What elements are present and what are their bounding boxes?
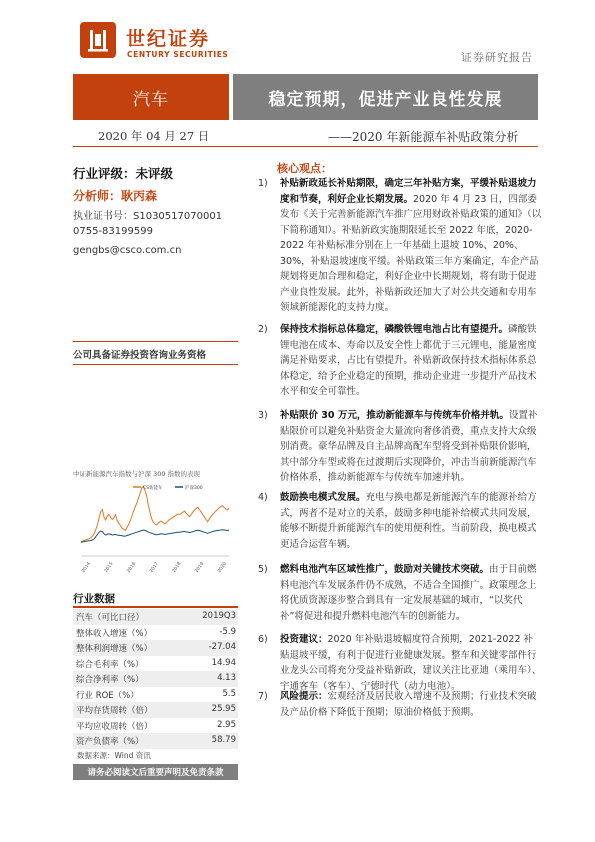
legend-label: 沪深300 — [185, 486, 203, 491]
data-row-label: 整体利润增速（%） — [76, 644, 153, 654]
brand-name-en: CENTURY SECURITIES — [127, 50, 229, 59]
data-row-value: -5.9 — [219, 626, 236, 637]
data-row-label: 综合毛利率（%） — [76, 659, 144, 670]
data-row-value: 14.94 — [211, 657, 236, 668]
divider — [73, 606, 238, 608]
key-point-number: 4) — [258, 492, 268, 503]
data-row — [73, 656, 238, 672]
report-title: 稳定预期，促进产业良性发展 — [233, 74, 538, 120]
report-type: 证券研究报告 — [461, 51, 533, 64]
x-tick-label: 2014 — [81, 561, 92, 574]
key-point-text: 设置补贴限价可以避免补贴资金大量流向奢侈消费，重点支持大众级别消费。豪华品牌及自主品牌高配车型将受到补贴限价影响，其中部分车型或将在过渡期后实现降价，冲击当前新能源汽车价格体系，推动新能源车与传统车加速并轨。 — [280, 410, 538, 483]
key-point-headline: 燃料电池汽车区域性推广，鼓励对关键技术突破。 — [280, 564, 490, 575]
data-row — [73, 640, 238, 656]
x-tick-label: 2019 — [194, 561, 206, 574]
core-views-title: 核心观点： — [277, 162, 332, 175]
divider — [73, 146, 538, 147]
company-logo — [80, 22, 116, 58]
data-row — [73, 718, 238, 734]
industry-rating: 行业评级：未评级 — [73, 166, 174, 181]
key-point-number: 6) — [258, 634, 268, 645]
key-point-body — [280, 632, 542, 694]
key-point-text: 充电与换电都是新能源汽车的能源补给方式，两者不是对立的关系，鼓励多种电能补给模式共同发展，能够不断提升新能源汽车的使用便利性。当前阶段，换电模式更适合运营车辆。 — [280, 492, 537, 550]
key-point-headline: 补贴新政延长补贴期限，确定三年补贴方案，平缓补贴退坡力度和节奏，利好企业长期发展。 — [280, 178, 537, 205]
data-row-value: 25.95 — [211, 704, 236, 714]
key-point-headline: 风险提示： — [280, 691, 328, 702]
data-row-label: 综合净利率（%） — [76, 675, 144, 685]
report-subtitle: ——2020 年新能源车补贴政策分析 — [328, 130, 519, 144]
data-row-label: 整体收入增速（%） — [76, 628, 153, 639]
analyst-name: 分析师：耿丙森 — [73, 189, 158, 203]
data-row — [73, 733, 238, 749]
series-line-1 — [81, 530, 229, 543]
data-row-value: 58.79 — [211, 735, 236, 745]
x-tick-label: 2017 — [149, 561, 160, 574]
key-point-body — [280, 408, 542, 486]
data-row — [73, 687, 238, 703]
data-row — [73, 702, 238, 718]
cert-number: 执业证书号：S1030517070001 — [73, 211, 223, 222]
key-point-number: 2) — [258, 324, 268, 335]
qualification-note: 公司具备证券投资咨询业务资格 — [73, 350, 207, 361]
data-row — [73, 609, 238, 625]
data-row-label: 行业 ROE（%） — [76, 690, 139, 701]
data-row — [73, 625, 238, 641]
key-point-number: 1) — [258, 178, 268, 189]
divider — [73, 341, 238, 342]
index-performance-chart — [73, 478, 235, 578]
disclaimer-bar[interactable]: 请务必阅读文后重要声明及免责条款 — [73, 764, 238, 780]
data-row — [73, 671, 238, 687]
key-point-headline: 补贴限价 30 万元，推动新能源车与传统车价格并轨。 — [280, 410, 509, 421]
key-point-text: 由于目前燃料电池汽车发展条件仍不成熟，不适合全国推广。政策理念上将优质资源逐步整合到具有一定发展基础的城市，“以奖代补”将促进和提升燃料电池汽车的创新能力。 — [280, 564, 537, 622]
key-point-body — [280, 176, 542, 316]
data-row-value: 2.95 — [217, 719, 236, 730]
chart-svg — [73, 478, 235, 578]
data-row-label: 平均应收周转（倍） — [76, 721, 153, 732]
x-tick-label: 2020 — [217, 561, 228, 574]
analyst-email[interactable]: gengbs@csco.com.cn — [73, 245, 182, 256]
analyst-phone: 0755-83199599 — [73, 226, 153, 237]
report-date: 2020 年 04 月 27 日 — [98, 129, 210, 143]
key-point-headline: 保持技术指标总体稳定，磷酸铁锂电池占比有望提升。 — [280, 324, 509, 335]
key-point-text: 磷酸铁锂电池在成本、寿命以及安全性上都优于三元锂电，能量密度满足补贴要求，占比有望提升。补贴新政保持技术指标体系总体稳定，给予企业稳定的预期，推动企业进一步提升产品技术水平和安全可靠性。 — [280, 324, 537, 397]
data-source: 数据来源：Wind 资讯 — [77, 751, 151, 760]
key-point-headline: 鼓励换电模式发展。 — [280, 492, 366, 503]
x-tick-label: 2015 — [103, 561, 115, 574]
key-point-number: 5) — [258, 564, 268, 575]
key-point-body — [280, 322, 542, 400]
data-row-value: 2019Q3 — [202, 611, 236, 621]
key-point-text: 2020 年 4 月 23 日，四部委发布《关于完善新能源汽车推广应用财政补贴政策的通知》（以下简称通知）。补贴新政实施期限延长至 2022 年底，2020-2022 年补贴标准分别在上一年基础上退坡 10%、20%、30%，补贴退坡速度平缓。补贴政策三年方案确定，车企产品规划将更加合理和稳定，利好企业中长期规划，将有助于促进产业良性发展。此外，补贴新政还加大了对公共交通和专用车领域新能源化的支持力度。 — [280, 193, 542, 313]
key-point-body — [280, 490, 542, 552]
key-point-number: 3) — [258, 410, 268, 421]
divider — [73, 364, 238, 365]
industry-data-title: 行业数据 — [73, 593, 115, 605]
sector-banner: 汽车 — [73, 74, 229, 120]
data-row-label: 汽车（可比口径） — [76, 613, 145, 623]
chart-title: 中证新能源汽车指数与沪深 300 指数的表现 — [73, 470, 201, 478]
key-point-body — [280, 689, 542, 720]
data-row-label: 平均存货周转（倍） — [76, 706, 153, 716]
key-point-headline: 投资建议： — [280, 634, 328, 645]
x-tick-label: 2016 — [126, 561, 138, 574]
brand-name-cn: 世纪证券 — [126, 28, 211, 50]
key-point-body — [280, 562, 542, 624]
data-row-value: -27.04 — [208, 642, 236, 652]
key-point-number: 7) — [258, 691, 268, 702]
key-point-text: 2020 年补贴退坡幅度符合预期，2021-2022 补贴退坡平缓，有利于促进行业健康发展。整车和关键零部件行业龙头公司将充分受益补贴新政，建议关注比亚迪（乘用车）、宇通客车（客车）、宁德时代（动力电池）。 — [280, 634, 542, 692]
data-row-value: 5.5 — [222, 688, 236, 699]
data-row-value: 4.13 — [217, 673, 236, 683]
legend-label: CS新能车 — [143, 486, 163, 491]
data-row-label: 资产负债率（%） — [76, 737, 144, 747]
logo-mark-icon — [80, 22, 116, 58]
key-point-text: 宏观经济及居民收入增速不及预期；行业技术突破及产品价格下降低于预期；原油价格低于预期。 — [280, 691, 537, 718]
x-tick-label: 2018 — [171, 561, 183, 574]
